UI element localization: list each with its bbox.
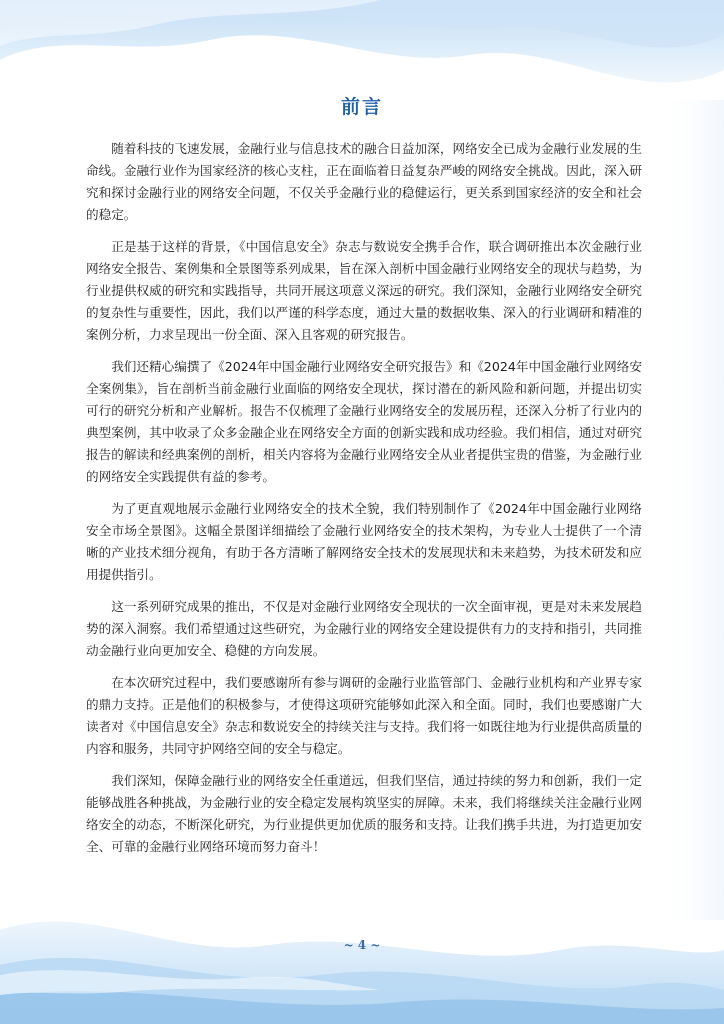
paragraph: 随着科技的飞速发展，金融行业与信息技术的融合日益加深，网络安全已成为金融行业发展的生命线。金融行业作为国家经济的核心支柱，正在面临着日益复杂严峻的网络安全挑战。因此，深入研究和探讨金融行业的网络安全问题，不仅关乎金融行业的稳健运行，更关系到国家经济的安全和社会的稳定。 (86, 141, 642, 222)
preface-body (86, 138, 642, 868)
paragraph: 我们深知，保障金融行业的网络安全任重道远，但我们坚信，通过持续的努力和创新，我们一定能够战胜各种挑战，为金融行业的安全稳定发展构筑坚实的屏障。未来，我们将继续关注金融行业网络安全的动态，不断深化研究，为行业提供更加优质的服务和支持。让我们携手共进，为打造更加安全、可靠的金融行业网络环境而努力奋斗！ (86, 773, 642, 854)
paragraph: 为了更直观地展示金融行业网络安全的技术全貌，我们特别制作了《2024年中国金融行业网络安全市场全景图》。这幅全景图详细描绘了金融行业网络安全的技术架构，为专业人士提供了一个清晰的产业技术细分视角，有助于各方清晰了解网络安全技术的发展现状和未来趋势，为技术研发和应用提供指引。 (86, 501, 642, 582)
paragraph: 这一系列研究成果的推出，不仅是对金融行业网络安全现状的一次全面审视，更是对未来发展趋势的深入洞察。我们希望通过这些研究，为金融行业的网络安全建设提供有力的支持和指引，共同推动金融行业向更加安全、稳健的方向发展。 (86, 599, 642, 658)
paragraph: 我们还精心编撰了《2024年中国金融行业网络安全研究报告》和《2024年中国金融行业网络安全案例集》，旨在剖析当前金融行业面临的网络安全现状，探讨潜在的新风险和新问题，并提出切实可行的研究分析和产业解析。报告不仅梳理了金融行业网络安全的发展历程，还深入分析了行业内的典型案例，其中收录了众多金融企业在网络安全方面的创新实践和成功经验。我们相信，通过对研究报告的解读和经典案例的剖析，相关内容将为金融行业网络安全从业者提供宝贵的借鉴，为金融行业的网络安全实践提供有益的参考。 (86, 359, 642, 484)
page-number: ~ 4 ~ (343, 938, 381, 952)
paragraph: 正是基于这样的背景，《中国信息安全》杂志与数说安全携手合作，联合调研推出本次金融行业网络安全报告、案例集和全景图等系列成果，旨在深入剖析中国金融行业网络安全的现状与趋势，为行业提供权威的研究和实践指导，共同开展这项意义深远的研究。我们深知，金融行业网络安全研究的复杂性与重要性，因此，我们以严谨的科学态度，通过大量的数据收集、深入的行业调研和精准的案例分析，力求呈现出一份全面、深入且客观的研究报告。 (86, 239, 642, 342)
page-title: 前言 (340, 96, 383, 118)
paragraph: 在本次研究过程中，我们要感谢所有参与调研的金融行业监管部门、金融行业机构和产业界专家的鼎力支持。正是他们的积极参与，才使得这项研究能够如此深入和全面。同时，我们也要感谢广大读者对《中国信息安全》杂志和数说安全的持续关注与支持。我们将一如既往地为行业提供高质量的内容和服务，共同守护网络空间的安全与稳定。 (86, 675, 642, 756)
